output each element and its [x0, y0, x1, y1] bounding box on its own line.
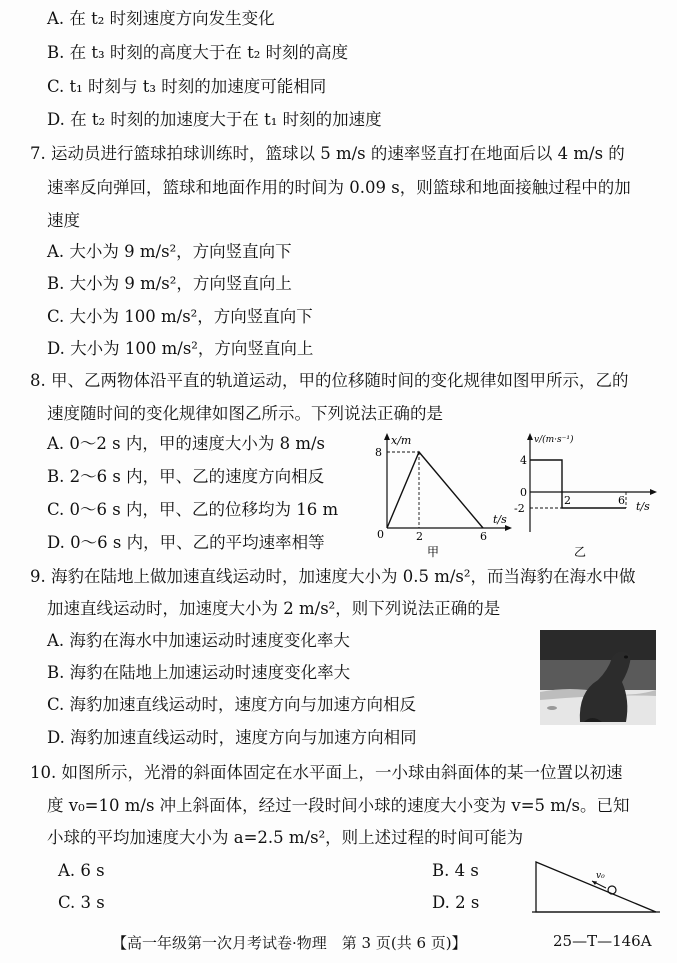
q7-option-d: D. 大小为 100 m/s²，方向竖直向上 [47, 339, 314, 358]
footer-title: 【高一年级第一次月考试卷·物理 第 3 页(共 6 页)】 [112, 934, 467, 952]
q10-stem-line3: 小球的平均加速度大小为 a=2.5 m/s²，则上述过程的时间可能为 [47, 828, 524, 847]
incline-v0-label: v₀ [596, 871, 605, 881]
graph-yi-xlabel: t/s [636, 500, 650, 513]
q9-option-a: A. 海豹在海水中加速运动时速度变化率大 [47, 631, 350, 650]
q8-option-d: D. 0～6 s 内，甲、乙的平均速率相等 [47, 533, 325, 552]
q10-stem-line1: 10. 如图所示，光滑的斜面体固定在水平面上，一小球由斜面体的某一位置以初速 [30, 763, 623, 782]
incline-triangle [536, 862, 656, 912]
graph-yi [510, 432, 660, 560]
q6-option-b: B. 在 t₃ 时刻的高度大于在 t₂ 时刻的高度 [47, 43, 349, 62]
graph-yi-axes [527, 433, 657, 532]
graph-yi-ylabel: v/(m·s⁻¹) [534, 435, 574, 445]
q7-option-a: A. 大小为 9 m/s²，方向竖直向下 [47, 242, 292, 261]
graph-jia-origin: 0 [377, 528, 384, 541]
q7-option-b: B. 大小为 9 m/s²，方向竖直向上 [47, 274, 292, 293]
graph-jia-tick-x1: 2 [416, 530, 423, 543]
graph-yi-caption: 乙 [574, 545, 587, 559]
graph-yi-tick-x1: 2 [564, 494, 571, 507]
graph-yi-origin: 0 [520, 486, 527, 499]
q7-stem-line2: 速率反向弹回，篮球和地面作用的时间为 0.09 s，则篮球和地面接触过程中的加 [47, 178, 631, 197]
q6-option-c: C. t₁ 时刻与 t₃ 时刻的加速度可能相同 [47, 77, 327, 96]
q10-option-c: C. 3 s [58, 893, 105, 912]
graph-yi-tick-x2: 6 [618, 494, 625, 507]
q7-stem-line1: 7. 运动员进行篮球拍球训练时，篮球以 5 m/s 的速率竖直打在地面后以 4 m/s 的 [30, 144, 625, 163]
q10-option-a: A. 6 s [58, 861, 105, 880]
q10-option-d: D. 2 s [432, 893, 480, 912]
graph-yi-tick-y1: 4 [520, 454, 527, 467]
q9-option-c: C. 海豹加速直线运动时，速度方向与加速方向相反 [47, 695, 417, 714]
q10-option-b: B. 4 s [432, 861, 479, 880]
sea-lion-photo [540, 630, 656, 725]
graph-jia-xlabel: t/s [493, 513, 507, 526]
graph-jia-tick-x2: 6 [480, 530, 487, 543]
graph-jia-series-line [387, 452, 483, 528]
q7-option-c: C. 大小为 100 m/s²，方向竖直向下 [47, 307, 313, 326]
footer-code: 25—T—146A [553, 932, 652, 950]
q8-option-b: B. 2～6 s 内，甲、乙的速度方向相反 [47, 467, 325, 486]
q8-stem-line1: 8. 甲、乙两物体沿平直的轨道运动，甲的位移随时间的变化规律如图甲所示，乙的 [30, 371, 629, 390]
incline-figure [532, 858, 662, 916]
ball [608, 886, 616, 894]
q9-option-d: D. 海豹加速直线运动时，速度方向与加速方向相同 [47, 728, 417, 747]
q10-stem-line2: 度 v₀=10 m/s 冲上斜面体，经过一段时间小球的速度大小变为 v=5 m/s。已知 [47, 796, 630, 815]
q8-stem-line2: 速度随时间的变化规律如图乙所示。下列说法正确的是 [47, 404, 443, 423]
graph-jia-caption: 甲 [427, 545, 440, 559]
q8-option-a: A. 0～2 s 内，甲的速度大小为 8 m/s [47, 434, 326, 453]
graph-jia-ylabel: x/m [391, 434, 412, 447]
q9-option-b: B. 海豹在陆地上加速运动时速度变化率大 [47, 663, 351, 682]
q7-stem-line3: 速度 [47, 211, 80, 230]
q6-option-d: D. 在 t₂ 时刻的加速度大于在 t₁ 时刻的加速度 [47, 110, 382, 129]
q9-stem-line1: 9. 海豹在陆地上做加速直线运动时，加速度大小为 0.5 m/s²，而当海豹在海水中做 [30, 567, 636, 586]
q6-option-a: A. 在 t₂ 时刻速度方向发生变化 [47, 9, 275, 28]
graph-yi-tick-y2: -2 [514, 502, 525, 515]
q8-option-c: C. 0～6 s 内，甲、乙的位移均为 16 m [47, 500, 339, 519]
graph-yi-series-line [530, 460, 626, 508]
q9-stem-line2: 加速直线运动时，加速度大小为 2 m/s²，则下列说法正确的是 [47, 599, 501, 618]
graph-jia-tick-y: 8 [375, 446, 382, 459]
graph-jia [365, 432, 515, 560]
